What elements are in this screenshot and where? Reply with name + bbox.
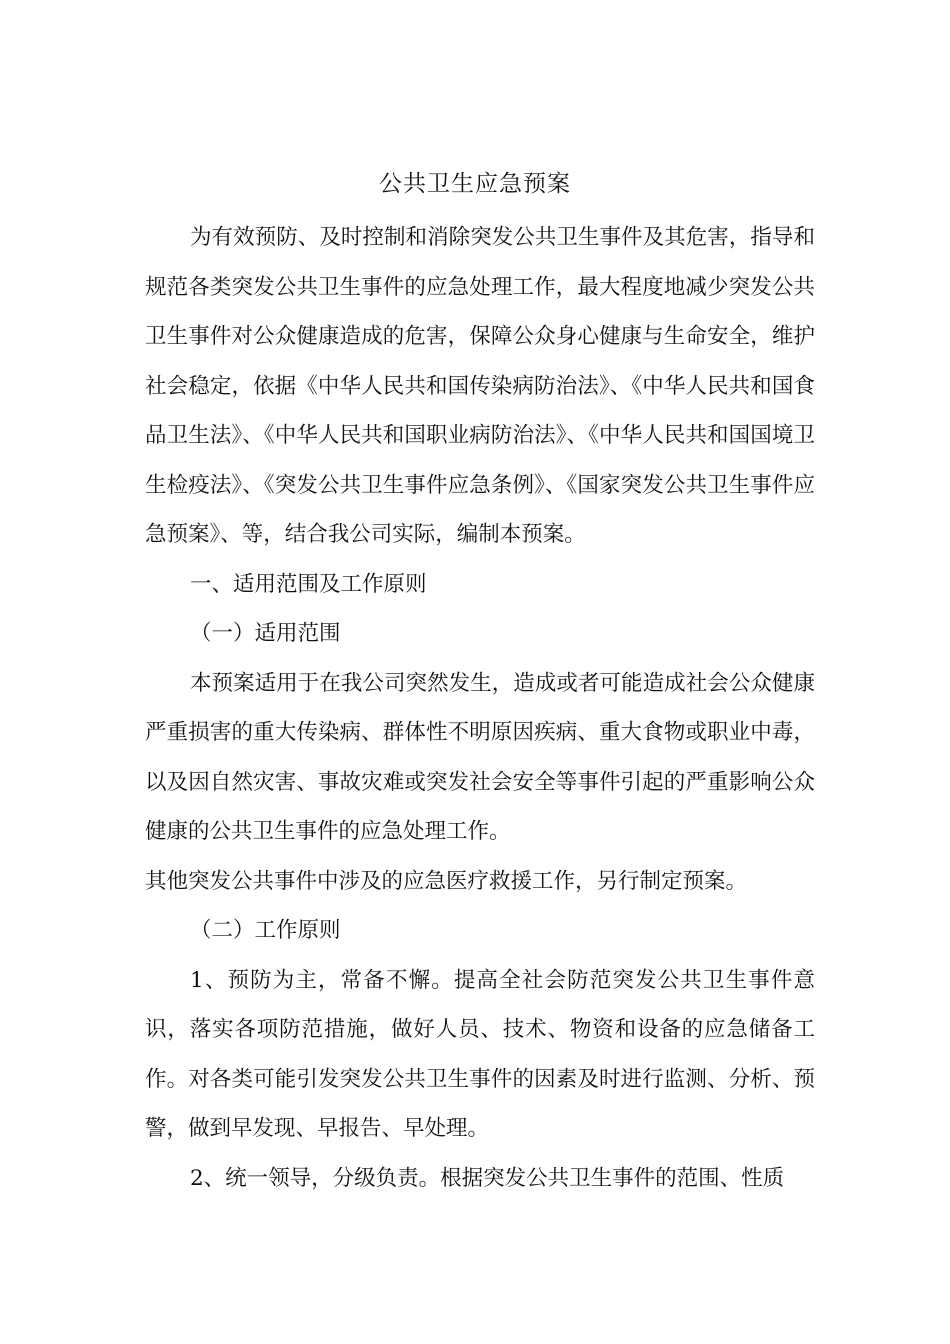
document-body [145, 213, 815, 1203]
subsection-heading-principles: （二）工作原则 [190, 918, 341, 943]
paragraph-principle-1: 1、预防为主，常备不懈。提高全社会防范突发公共卫生事件意识，落实各项防范措施，做好人员、技术、物资和设备的应急储备工作。对各类可能引发突发公共卫生事件的因素及时进行监测、分析、预警，做到早发现、早报告、早处理。 [145, 967, 815, 1141]
section-heading-scope-principles: 一、适用范围及工作原则 [190, 571, 427, 597]
paragraph-principle-2: 2、统一领导，分级负责。根据突发公共卫生事件的范围、性质 [190, 1165, 785, 1191]
paragraph-other-events: 其他突发公共事件中涉及的应急医疗救援工作，另行制定预案。 [145, 868, 748, 894]
paragraph-preamble: 为有效预防、及时控制和消除突发公共卫生事件及其危害，指导和规范各类突发公共卫生事件的应急处理工作，最大程度地减少突发公共卫生事件对公众健康造成的危害，保障公众身心健康与生命安全，维护社会稳定，依据《中华人民共和国传染病防治法》、《中华人民共和国食品卫生法》、《中华人民共和国职业病防治法》、《中华人民共和国国境卫生检疫法》、《突发公共卫生事件应急条例》、《国家突发公共卫生事件应急预案》、等，结合我公司实际，编制本预案。 [145, 225, 815, 547]
document-title: 公共卫生应急预案 [379, 171, 571, 197]
subsection-heading-scope: （一）适用范围 [190, 621, 341, 646]
paragraph-scope: 本预案适用于在我公司突然发生，造成或者可能造成社会公众健康严重损害的重大传染病、群体性不明原因疾病、重大食物或职业中毒，以及因自然灾害、事故灾难或突发社会安全等事件引起的严重影响公众健康的公共卫生事件的应急处理工作。 [145, 670, 815, 844]
